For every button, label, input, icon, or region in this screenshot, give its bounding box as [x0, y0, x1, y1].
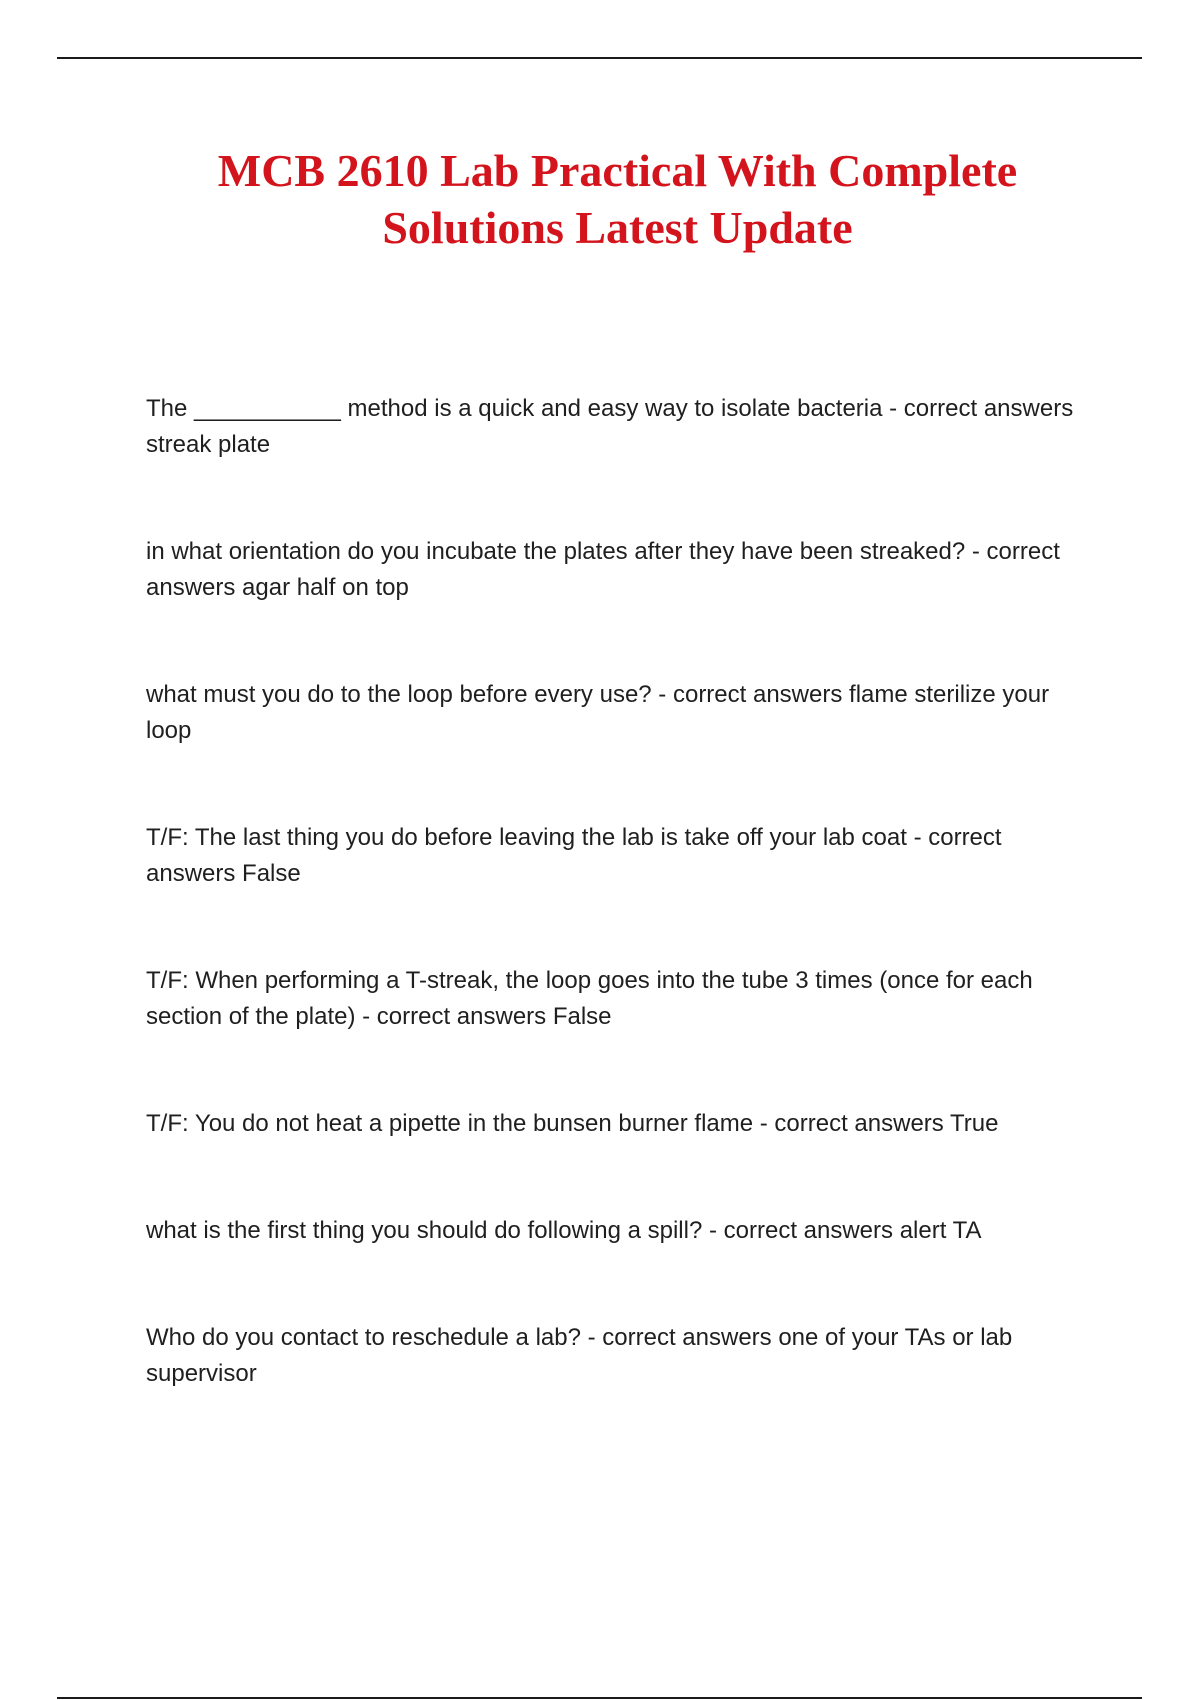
qa-item: in what orientation do you incubate the plates after they have been streaked? - correct answers agar half on top — [146, 538, 1060, 601]
document-title — [150, 142, 1085, 256]
qa-item: Who do you contact to reschedule a lab? - correct answers one of your TAs or lab supervisor — [146, 1324, 1013, 1387]
qa-item: T/F: The last thing you do before leaving the lab is take off your lab coat - correct answers False — [146, 824, 1002, 887]
top-rule — [57, 57, 1142, 59]
qa-item: T/F: When performing a T-streak, the loop goes into the tube 3 times (once for each section of the plate) - correct answers False — [146, 967, 1033, 1030]
bottom-rule — [57, 1697, 1142, 1699]
title-line-1: MCB 2610 Lab Practical With Complete — [217, 145, 1018, 196]
qa-item: what must you do to the loop before every use? - correct answers flame sterilize your loop — [146, 681, 1050, 744]
title-line-2: Solutions Latest Update — [382, 202, 853, 253]
qa-item: The ___________ method is a quick and easy way to isolate bacteria - correct answers streak plate — [146, 395, 1074, 458]
qa-item: what is the first thing you should do following a spill? - correct answers alert TA — [146, 1217, 982, 1244]
qa-item: T/F: You do not heat a pipette in the bunsen burner flame - correct answers True — [146, 1110, 999, 1137]
qa-list — [146, 391, 1096, 1392]
